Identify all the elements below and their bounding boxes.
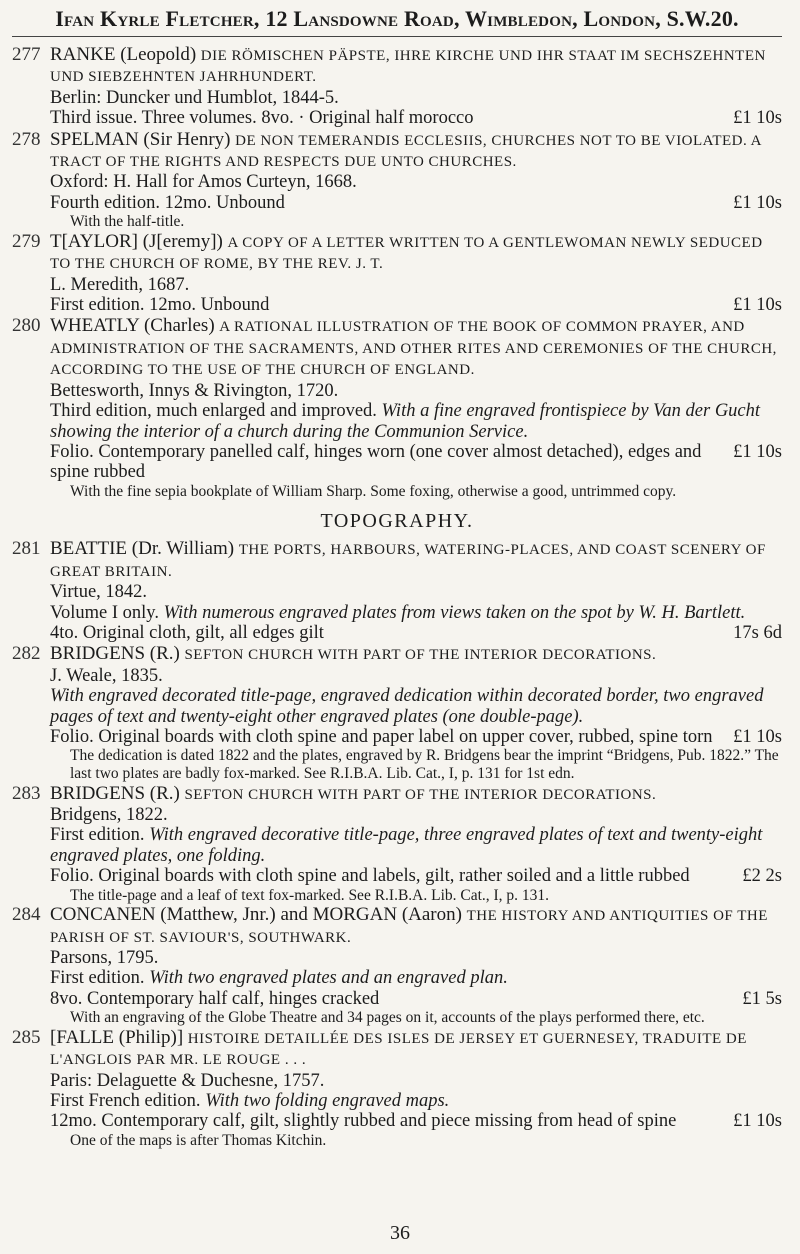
entry-illustrations: With two engraved plates and an engraved plan.	[149, 968, 508, 989]
entry-desc-line	[50, 442, 782, 483]
lot-number: 283	[12, 782, 41, 804]
entry-body	[50, 644, 782, 782]
entry-price: £1 10s	[733, 1111, 782, 1132]
entry-body	[50, 45, 782, 129]
entry-price: £1 5s	[742, 988, 782, 1009]
lot-number: 285	[12, 1026, 41, 1048]
entry-price: 17s 6d	[733, 622, 782, 643]
entry-imprint: Parsons, 1795.	[50, 948, 159, 968]
entry-body	[50, 130, 782, 231]
lot-number: 284	[12, 904, 41, 926]
entry-description: 12mo. Contemporary calf, gilt, slightly rubbed and piece missing from head of spine	[50, 1111, 677, 1132]
entry-author: T[AYLOR] (J[eremy])	[50, 230, 223, 252]
entry-illustrations: With engraved decorative title-page, three engraved plates of text and twenty-eight engraved plates, one folding.	[50, 825, 763, 866]
catalogue-entry	[12, 539, 782, 643]
entry-price: £1 10s	[733, 441, 782, 462]
section-heading: TOPOGRAPHY.	[320, 510, 474, 533]
entry-title: DE NON TEMERANDIS ECCLESIIS, CHURCHES NOT TO BE VIOLATED. A TRACT OF THE RIGHTS AND RESPECTS DUE UNTO CHURCHES.	[50, 132, 762, 171]
entry-desc-line	[50, 295, 782, 315]
entry-note: With the half-title.	[70, 213, 185, 231]
entry-body	[50, 316, 782, 500]
lot-number: 277	[12, 44, 41, 65]
entry-body	[50, 905, 782, 1027]
entry-description: Folio. Original boards with cloth spine and labels, gilt, rather soiled and a little rubbed	[50, 866, 690, 887]
entry-desc-line	[50, 727, 782, 747]
entry-note: With the fine sepia bookplate of William Sharp. Some foxing, otherwise a good, untrimmed copy.	[70, 482, 677, 500]
entry-price: £1 10s	[733, 108, 782, 129]
entry-price: £1 10s	[733, 192, 782, 213]
lot-number: 281	[12, 538, 41, 560]
entry-imprint: L. Meredith, 1687.	[50, 274, 190, 295]
entry-price: £1 10s	[733, 726, 782, 747]
entry-title: HISTOIRE DETAILLÉE DES ISLES DE JERSEY ET GUERNESEY, TRADUITE DE L'ANGLOIS PAR MR. LE ROUGE . . .	[50, 1030, 747, 1069]
entry-imprint: Virtue, 1842.	[50, 582, 148, 603]
entry-title: THE HISTORY AND ANTIQUITIES OF THE PARISH OF ST. SAVIOUR'S, SOUTHWARK.	[50, 908, 768, 946]
entry-desc-line	[50, 623, 782, 643]
entry-author: BRIDGENS (R.)	[50, 782, 180, 804]
entry-imprint: Berlin: Duncker und Humblot, 1844-5.	[50, 87, 339, 108]
entry-note: The title-page and a leaf of text fox-marked. See R.I.B.A. Lib. Cat., I, p. 131.	[70, 886, 550, 904]
entry-title: DIE RÖMISCHEN PÄPSTE, IHRE KIRCHE UND IHR STAAT IM SECHSZEHNTEN UND SIEBZEHNTEN JAHRHUNDERT.	[50, 48, 766, 86]
catalogue-entry	[12, 45, 782, 129]
catalogue-entry	[12, 644, 782, 782]
entry-note: One of the maps is after Thomas Kitchin.	[70, 1131, 327, 1149]
page-header: Ifan Kyrle Fletcher, 12 Lansdowne Road, Wimbledon, London, S.W.20.	[12, 6, 782, 37]
entry-title: A RATIONAL ILLUSTRATION OF THE BOOK OF COMMON PRAYER, AND ADMINISTRATION OF THE SACRAMENTS, AND OTHER RITES AND CEREMONIES OF THE CHURCH, ACCORDING TO THE USE OF THE CHURCH OF ENGLAND.	[50, 319, 777, 379]
entry-desc-line	[50, 108, 782, 128]
catalogue-entry	[12, 1028, 782, 1150]
entry-author: BRIDGENS (R.)	[50, 643, 180, 665]
entry-note: The dedication is dated 1822 and the plates, engraved by R. Bridgens bear the imprint “Bridgens, Pub. 1822.” The last two plates are badly fox-marked. See R.I.B.A. Lib. Cat., I, p. 131 for 1st edn.	[70, 747, 779, 782]
entry-illustrations: With two folding engraved maps.	[205, 1091, 450, 1112]
entry-desc-line	[50, 1111, 782, 1131]
entry-body	[50, 1028, 782, 1150]
entry-author: [FALLE (Philip)]	[50, 1026, 184, 1048]
catalogue-entry	[12, 316, 782, 500]
lot-number: 282	[12, 643, 41, 665]
catalogue-entry	[12, 130, 782, 231]
entry-edition: Volume I only.	[50, 602, 159, 623]
entry-illustrations: With a fine engraved frontispiece by Van der Gucht showing the interior of a church during the Communion Service.	[50, 401, 761, 442]
entry-body	[50, 784, 782, 905]
entry-imprint: J. Weale, 1835.	[50, 665, 163, 686]
entry-edition: First edition.	[50, 825, 145, 846]
lot-number: 279	[12, 230, 41, 252]
page-number: 36	[390, 1222, 410, 1244]
entry-title: THE PORTS, HARBOURS, WATERING-PLACES, AND COAST SCENERY OF GREAT BRITAIN.	[50, 542, 766, 580]
entry-desc-line	[50, 193, 782, 213]
catalogue-entry	[12, 232, 782, 316]
entry-description: 8vo. Contemporary half calf, hinges cracked	[50, 988, 380, 1009]
entry-title: A COPY OF A LETTER WRITTEN TO A GENTLEWOMAN NEWLY SEDUCED TO THE CHURCH OF ROME, BY THE REV. J. T.	[50, 234, 763, 273]
entry-imprint: Bettesworth, Innys & Rivington, 1720.	[50, 380, 339, 401]
entry-illustrations: With numerous engraved plates from views taken on the spot by W. H. Bartlett.	[163, 602, 746, 623]
entry-description: Folio. Original boards with cloth spine and paper label on upper cover, rubbed, spine torn	[50, 726, 713, 747]
lot-number: 280	[12, 315, 41, 337]
entry-edition: First edition.	[50, 968, 145, 989]
entry-description: First edition. 12mo. Unbound	[50, 295, 270, 316]
entry-description: 4to. Original cloth, gilt, all edges gilt	[50, 622, 324, 643]
entry-imprint: Oxford: H. Hall for Amos Curteyn, 1668.	[50, 172, 357, 193]
entry-description: Fourth edition. 12mo. Unbound	[50, 192, 285, 213]
entry-description: Folio. Contemporary panelled calf, hinges worn (one cover almost detached), edges and spine rubbed	[50, 441, 702, 483]
lot-number: 278	[12, 128, 41, 150]
entry-author: SPELMAN (Sir Henry)	[50, 128, 231, 150]
entry-title: SEFTON CHURCH WITH PART OF THE INTERIOR DECORATIONS.	[184, 786, 657, 803]
entry-author: RANKE (Leopold)	[50, 44, 197, 65]
entry-body	[50, 232, 782, 316]
entry-desc-line	[50, 866, 782, 886]
entry-desc-line	[50, 989, 782, 1009]
entry-note: With an engraving of the Globe Theatre and 34 pages on it, accounts of the plays performed there, etc.	[70, 1009, 705, 1027]
catalogue-entry	[12, 784, 782, 905]
entry-author: WHEATLY (Charles)	[50, 315, 215, 337]
entry-title: SEFTON CHURCH WITH PART OF THE INTERIOR DECORATIONS.	[184, 647, 657, 664]
entry-imprint: Paris: Delaguette & Duchesne, 1757.	[50, 1070, 325, 1091]
entry-illustrations: With engraved decorated title-page, engraved dedication within decorated border, two engraved pages of text and twenty-eight other engraved plates (one double-page).	[50, 686, 764, 727]
entry-body	[50, 539, 782, 643]
entry-author: BEATTIE (Dr. William)	[50, 538, 235, 560]
entry-description: Third issue. Three volumes. 8vo. · Original half morocco	[50, 108, 474, 129]
entry-edition: First French edition.	[50, 1091, 201, 1112]
entry-edition: Third edition, much enlarged and improved.	[50, 401, 377, 422]
catalogue-entry	[12, 905, 782, 1027]
entry-imprint: Bridgens, 1822.	[50, 804, 168, 825]
entry-price: £2 2s	[742, 866, 782, 887]
entry-price: £1 10s	[733, 295, 782, 316]
entry-author: CONCANEN (Matthew, Jnr.) and MORGAN (Aaron)	[50, 904, 462, 926]
